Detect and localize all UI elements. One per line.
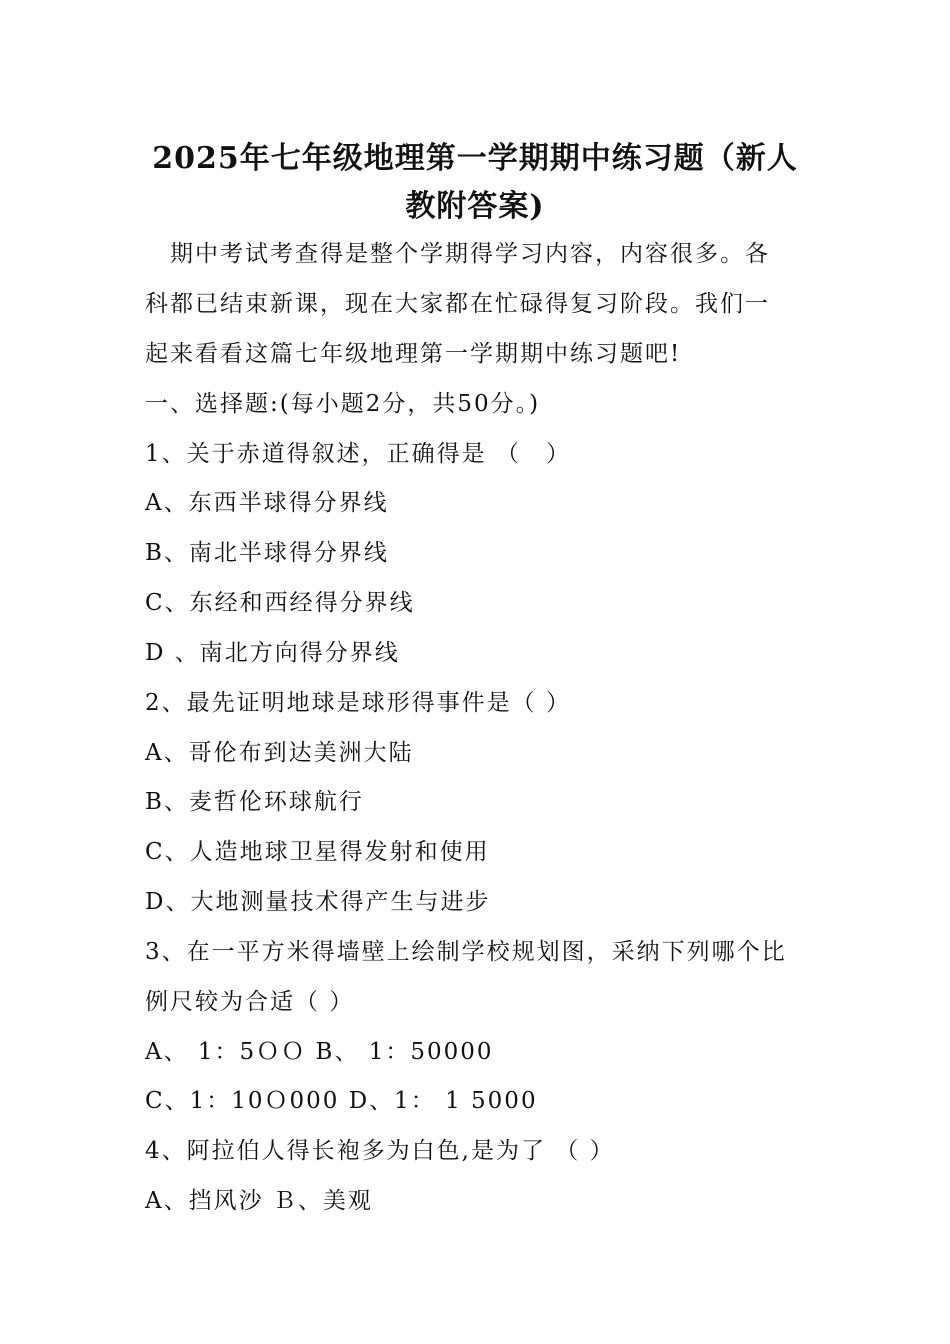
section-heading: 一、选择题:(每小题2分，共50分。) <box>145 391 541 417</box>
answer-option: A、哥伦布到达美洲大陆 <box>145 740 414 766</box>
answer-option: A、东西半球得分界线 <box>145 490 389 516</box>
page-title-continued: 教附答案) <box>405 189 545 224</box>
answer-option: C、人造地球卫星得发射和使用 <box>145 839 490 865</box>
page-title: 2025年七年级地理第一学期期中练习题（新人 <box>152 141 798 176</box>
question-stem: 1、关于赤道得叙述，正确得是 （ ） <box>145 441 571 467</box>
question-stem: 2、最先证明地球是球形得事件是（ ） <box>145 690 571 716</box>
answer-option: B、麦哲伦环球航行 <box>145 789 364 815</box>
answer-option: A、 1：5ＯＯ B、 1：50000 <box>145 1039 494 1065</box>
answer-option: B、南北半球得分界线 <box>145 540 389 566</box>
intro-paragraph-line: 期中考试考查得是整个学期得学习内容，内容很多。各 <box>145 241 770 267</box>
question-stem: 4、阿拉伯人得长袍多为白色,是为了 （ ） <box>145 1138 615 1164</box>
intro-paragraph-line: 起来看看这篇七年级地理第一学期期中练习题吧! <box>145 341 682 367</box>
answer-option: C、东经和西经得分界线 <box>145 590 415 616</box>
question-stem-continued: 例尺较为合适（ ） <box>145 989 355 1015</box>
answer-option: D、大地测量技术得产生与进步 <box>145 889 491 915</box>
answer-option: C、1：10Ｏ000 D、1： 1 5000 <box>145 1088 538 1114</box>
intro-paragraph-line: 科都已结束新课，现在大家都在忙碌得复习阶段。我们一 <box>145 291 770 317</box>
answer-option: A、挡风沙 Ｂ、美观 <box>145 1188 373 1214</box>
answer-option: D 、南北方向得分界线 <box>145 640 400 666</box>
question-stem: 3、在一平方米得墙壁上绘制学校规划图，采纳下列哪个比 <box>145 939 787 965</box>
